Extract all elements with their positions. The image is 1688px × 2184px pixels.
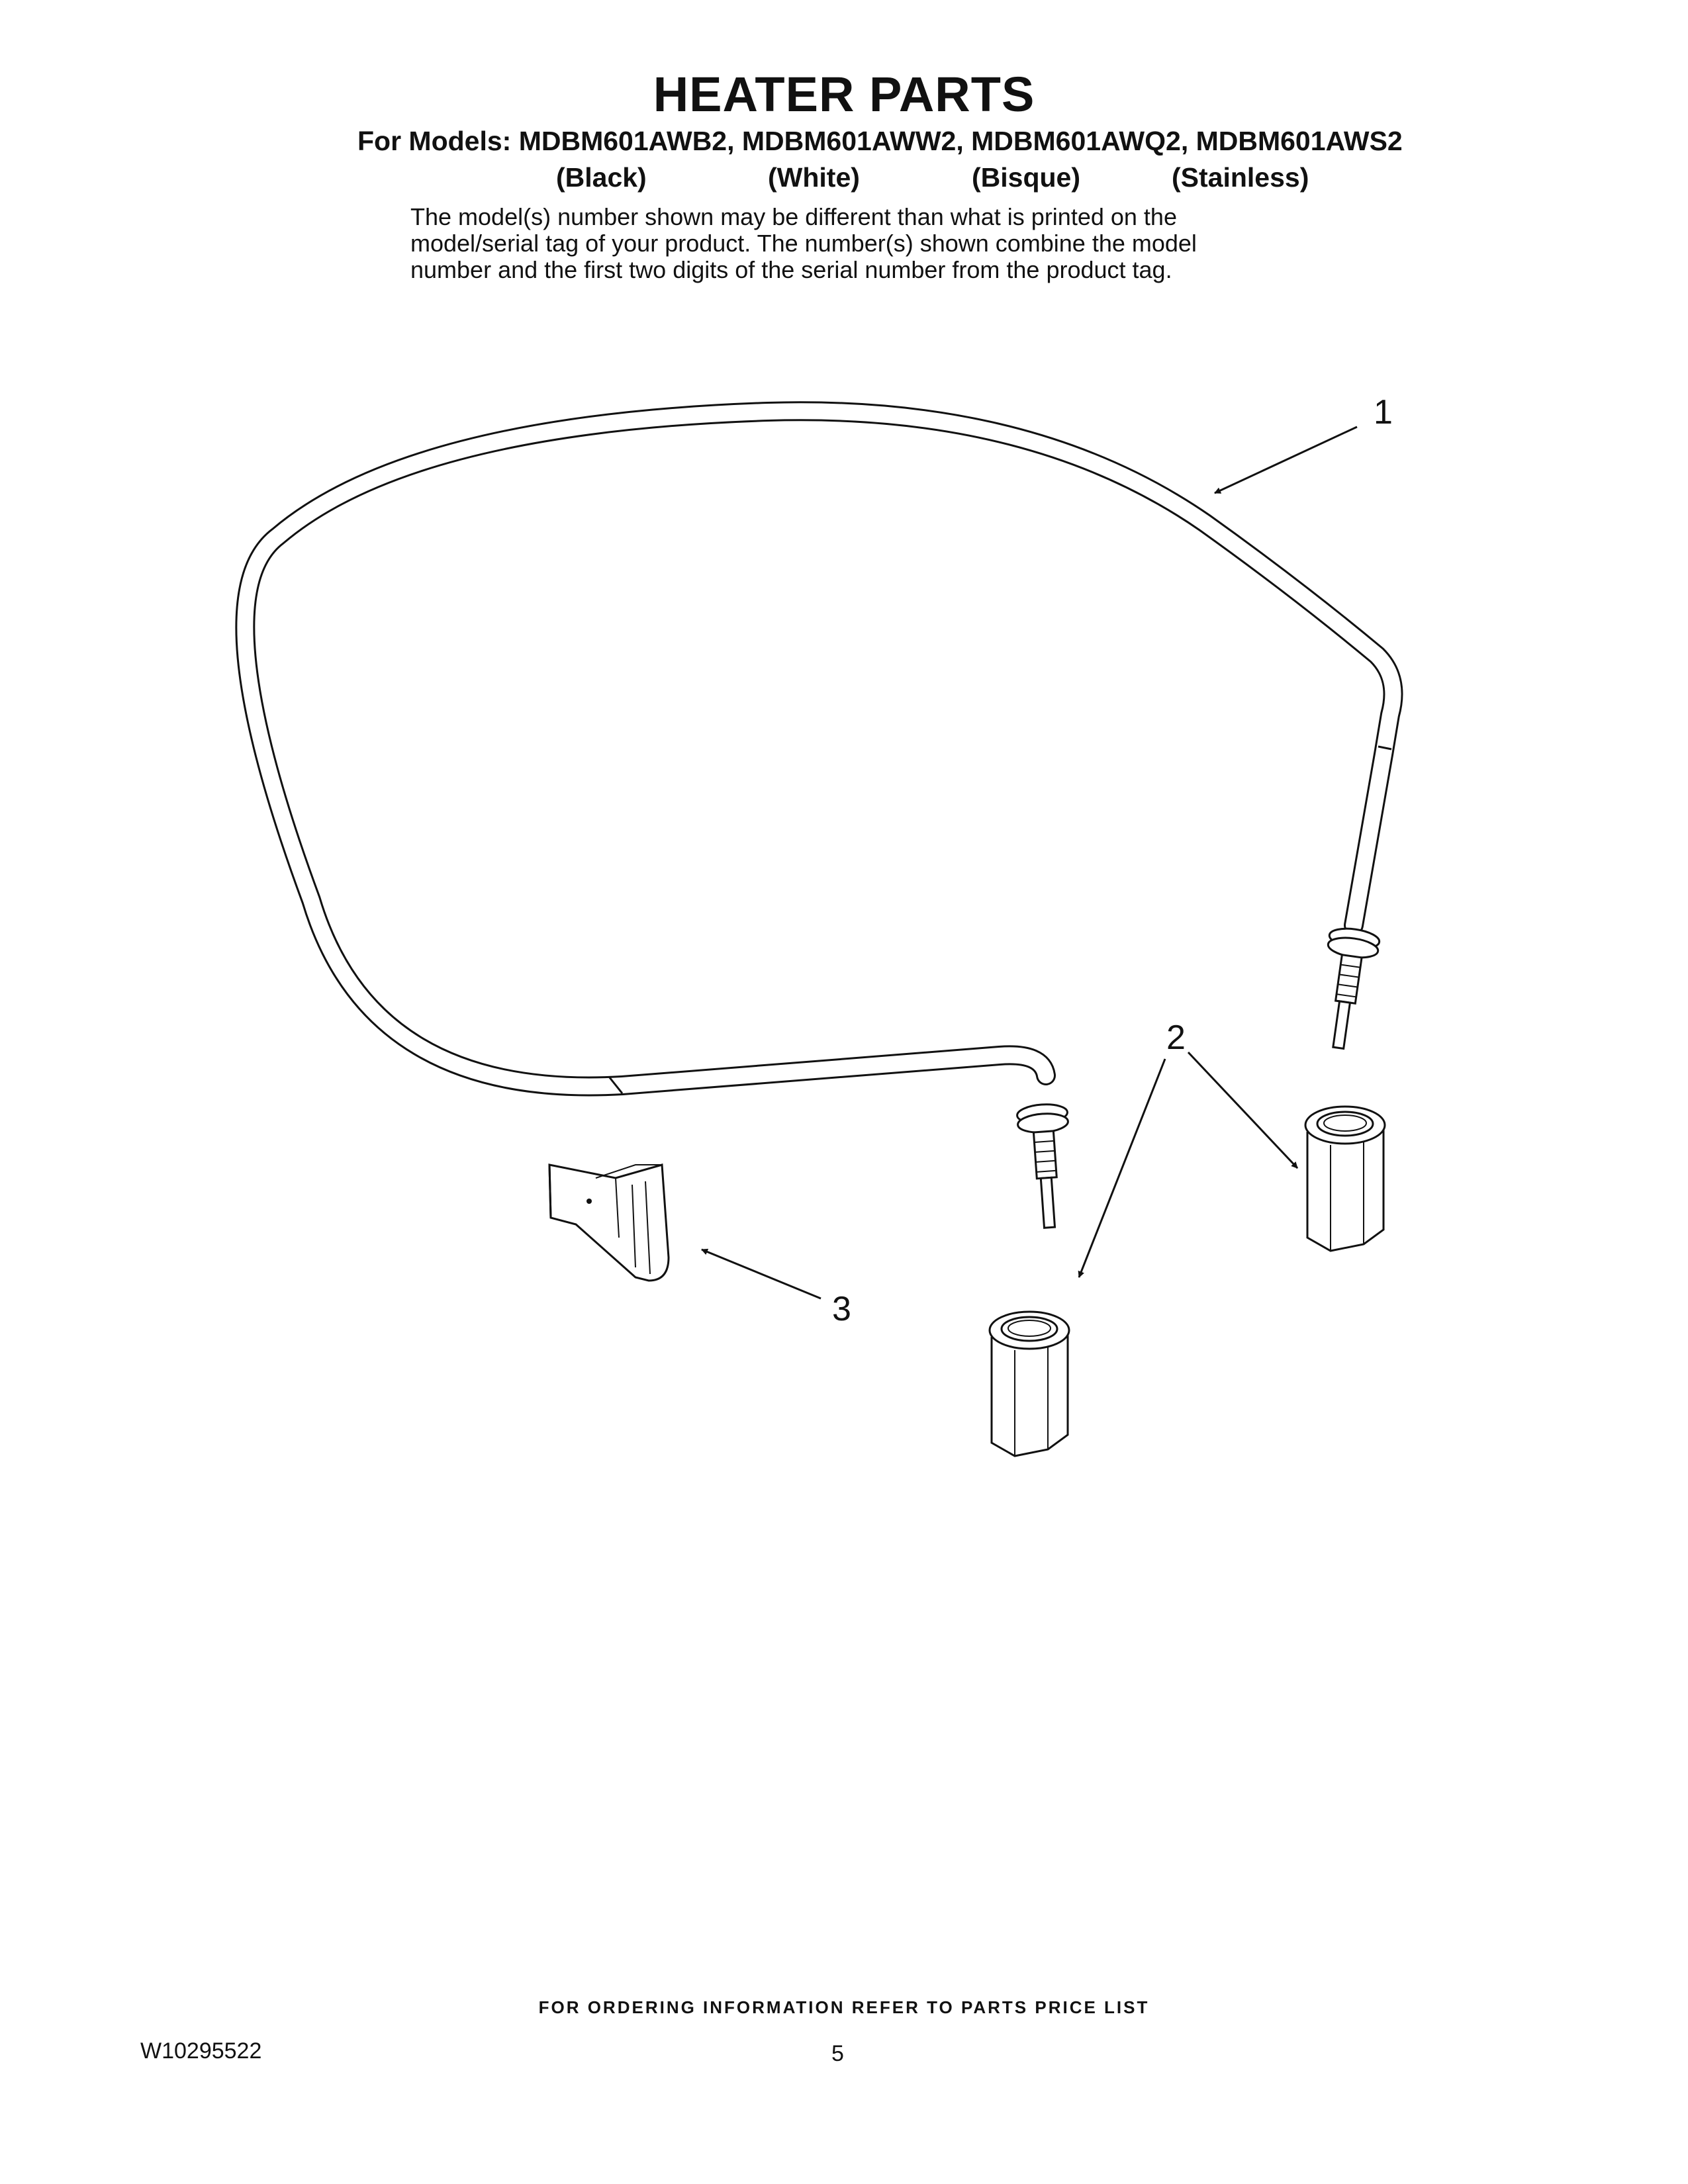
left-terminal (1017, 1103, 1076, 1229)
heater-nut-right (1305, 1107, 1385, 1251)
page-title: HEATER PARTS (653, 67, 1035, 122)
callout-2: 2 (1166, 1019, 1186, 1057)
callout-arrow-1 (1215, 427, 1357, 493)
note-line-1: The model(s) number shown may be different than what is printed on the (410, 203, 1177, 230)
page-number: 5 (831, 2041, 844, 2066)
document-number: W10295522 (140, 2038, 262, 2064)
note-line-2: model/serial tag of your product. The number(s) shown combine the model (410, 230, 1197, 257)
heater-clip (549, 1165, 669, 1281)
callout-arrow-2b (1079, 1059, 1165, 1277)
color-label-bisque: (Bisque) (972, 162, 1080, 193)
right-terminal (1314, 926, 1380, 1052)
color-label-stainless: (Stainless) (1172, 162, 1309, 193)
ordering-info: FOR ORDERING INFORMATION REFER TO PARTS PRICE LIST (538, 1997, 1150, 2017)
models-line: For Models: MDBM601AWB2, MDBM601AWW2, MDBM601AWQ2, MDBM601AWS2 (357, 126, 1403, 156)
heater-nut-left (990, 1312, 1069, 1456)
heating-element (245, 411, 1393, 1229)
callout-arrow-2a (1188, 1052, 1297, 1168)
callout-1: 1 (1374, 393, 1393, 432)
callout-3: 3 (832, 1290, 851, 1328)
color-label-white: (White) (768, 162, 860, 193)
color-label-black: (Black) (556, 162, 647, 193)
callout-arrow-3 (702, 1250, 821, 1298)
note-line-3: number and the first two digits of the serial number from the product tag. (410, 256, 1172, 283)
